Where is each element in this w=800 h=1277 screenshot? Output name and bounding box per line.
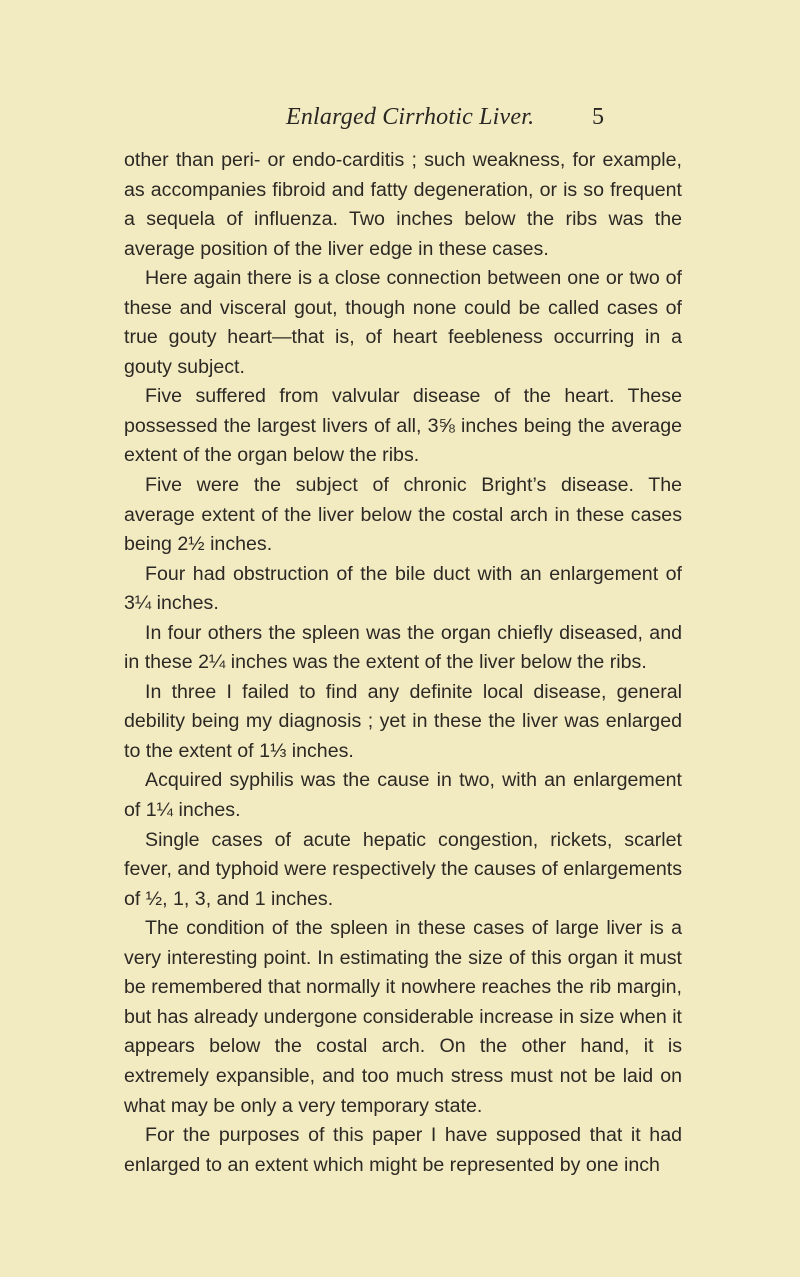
page-number: 5 [592,104,604,130]
paragraph-spleen-condition: The condition of the spleen in these cases of large liver is a very interesting point. In estimating the size of this organ it must be remembered that normally it nowhere reaches the rib margin, but has already undergone considerable increase in size when it appears below the costal arch. On the other hand, it is extremely expansible, and too much stress must not be laid on what may be only a very temporary state. [124,917,682,1117]
paragraph-single-cases: Single cases of acute hepatic congestion, rickets, scarlet fever, and typhoid were respectively the causes of enlargements of ½, 1, 3, and 1 inches. [124,828,682,910]
paragraph-bile-duct: Four had obstruction of the bile duct with an enlargement of 3¼ inches. [124,562,682,615]
paragraph-spleen-diseased: In four others the spleen was the organ chiefly diseased, and in these 2¼ inches was the extent of the liver below the ribs. [124,621,682,674]
paragraph-syphilis: Acquired syphilis was the cause in two, with an enlargement of 1¼ inches. [124,769,682,822]
paragraph-visceral-gout: Here again there is a close connection between one or two of these and visceral gout, though none could be called cases of true gouty heart—that is, of heart feebleness occurring in a gouty subject. [124,267,682,378]
body-text [124,146,682,1180]
paragraph-brights-disease: Five were the subject of chronic Bright’s disease. The average extent of the liver below the costal arch in these cases being 2½ inches. [124,474,682,556]
paragraph-general-debility: In three I failed to find any definite local disease, general debility being my diagnosis ; yet in these the liver was enlarged to the extent of 1⅓ inches. [124,680,682,762]
running-header [0,104,800,138]
paragraph-continuation: other than peri- or endo-carditis ; such weakness, for example, as accompanies fibroid and fatty degeneration, or is so frequent a sequela of influenza. Two inches below the ribs was the average position of the liver edge in these cases. [124,149,682,260]
paragraph-valvular-disease: Five suffered from valvular disease of the heart. These possessed the largest livers of all, 3⅝ inches being the average extent of the organ below the ribs. [124,385,682,467]
paragraph-purposes: For the purposes of this paper I have supposed that it had enlarged to an extent which might be represented by one inch [124,1124,682,1176]
running-title: Enlarged Cirrhotic Liver. [286,104,535,130]
